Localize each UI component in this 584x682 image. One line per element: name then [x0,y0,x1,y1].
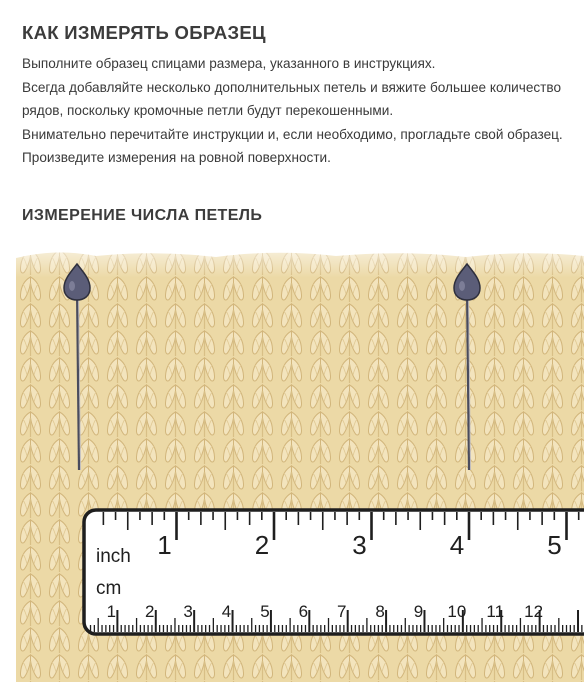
cm-number: 6 [298,602,309,621]
inch-number: 2 [254,530,270,560]
cm-number: 1 [106,602,117,621]
ruler [84,510,584,634]
intro-paragraph-1: Выполните образец спицами размера, указанного в инструкциях. [22,56,436,71]
inch-label: inch [96,546,131,567]
intro-paragraph-2: Всегда добавляйте несколько дополнительных петель и вяжите большее количество рядов, поскольку кромочные петли будут перекошенными. [22,79,562,118]
cm-number: 3 [183,602,193,621]
inch-number: 3 [352,530,367,560]
cm-number: 10 [447,602,467,621]
cm-number: 9 [413,602,424,621]
intro-paragraph-3: Внимательно перечитайте инструкции и, если необходимо, прогладьте свой образец. Произведите измерения на ровной поверхности. [22,126,563,165]
cm-number: 7 [336,602,347,621]
inch-number: 1 [157,530,172,560]
cm-label: cm [96,578,122,599]
knitting-swatch-figure [16,248,584,682]
cm-number: 2 [145,602,155,621]
cm-number: 8 [375,602,385,621]
cm-number: 12 [524,602,544,621]
page-title: КАК ИЗМЕРЯТЬ ОБРАЗЕЦ [22,22,266,43]
cm-number: 4 [221,602,232,621]
intro-text [22,52,572,170]
section-title: ИЗМЕРЕНИЕ ЧИСЛА ПЕТЕЛЬ [22,207,263,224]
cm-number: 11 [486,602,505,621]
inch-number: 4 [449,530,465,560]
cm-number: 5 [260,602,270,621]
swatch-illustration [16,248,584,682]
inch-number: 5 [547,530,562,560]
